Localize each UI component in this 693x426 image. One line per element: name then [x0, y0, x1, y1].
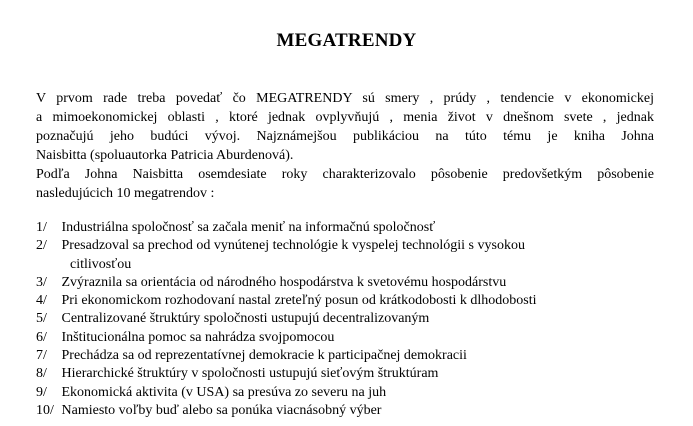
list-item-text: Namiesto voľby buď alebo sa ponúka viacnásobný výber — [61, 402, 382, 418]
list-item-number: 6/ — [36, 329, 47, 345]
intro-line-3: poznačujú jeho budúci vývoj. Najznámejšou publikáciou na túto tému je kniha Johna — [36, 129, 654, 144]
list-item — [36, 329, 666, 347]
list-item-number: 10/ — [36, 402, 54, 418]
list-item-number: 5/ — [36, 311, 47, 327]
intro-line-2: a mimoekonomickej oblasti , ktoré jednak ovplyvňujú , menia život v dnešnom svete , jednak — [36, 110, 654, 125]
list-item-text: Centralizované štruktúry spoločnosti ustupujú decentralizovaným — [61, 311, 430, 327]
list-item — [36, 237, 666, 255]
list-item-text: Inštitucionálna pomoc sa nahrádza svojpomocou — [61, 329, 335, 345]
list-item-continuation: citlivosťou — [70, 256, 132, 272]
list-item-text: Presadzoval sa prechod od vynútenej technológie k vyspelej technológii s vysokou — [61, 238, 525, 254]
list-item-number: 4/ — [36, 293, 47, 309]
list-item — [36, 402, 666, 420]
list-item — [36, 384, 666, 402]
list-item — [36, 365, 666, 383]
list-item-text: Zvýraznila sa orientácia od národného hospodárstva k svetovému hospodárstvu — [61, 274, 507, 290]
list-item-number: 9/ — [36, 384, 47, 400]
intro-line-4: Naisbitta (spoluautorka Patricia Aburdenová). — [36, 148, 294, 163]
list-item-text: Ekonomická aktivita (v USA) sa presúva zo severu na juh — [61, 384, 387, 400]
intro-line-6: nasledujúcich 10 megatrendov : — [36, 186, 215, 201]
megatrends-list — [36, 219, 666, 420]
intro-paragraph — [36, 89, 654, 203]
list-item-number: 2/ — [36, 238, 47, 254]
list-item-text: Prechádza sa od reprezentatívnej demokracie k participačnej demokracii — [61, 348, 467, 364]
intro-line-5: Podľa Johna Naisbitta osemdesiate roky charakterizovalo pôsobenie predovšetkým pôsobenie — [36, 167, 654, 182]
list-item-number: 3/ — [36, 274, 47, 290]
list-item — [36, 219, 666, 237]
list-item — [36, 292, 666, 310]
list-item — [36, 274, 666, 292]
list-item — [36, 310, 666, 328]
list-item-text: Industriálna spoločnosť sa začala meniť na informačnú spoločnosť — [61, 220, 436, 235]
page-title: MEGATRENDY — [276, 30, 417, 51]
list-item — [36, 347, 666, 365]
list-item-text: Hierarchické štruktúry v spoločnosti ustupujú sieťovým štruktúram — [61, 366, 439, 382]
list-item-number: 7/ — [36, 348, 47, 364]
list-item-number: 8/ — [36, 366, 47, 382]
intro-line-1: V prvom rade treba povedať čo MEGATRENDY sú smery , prúdy , tendencie v ekonomickej — [36, 91, 654, 106]
list-item-text: Pri ekonomickom rozhodovaní nastal zreteľný posun od krátkodobosti k dlhodobosti — [61, 293, 537, 309]
list-item-number: 1/ — [36, 220, 47, 235]
